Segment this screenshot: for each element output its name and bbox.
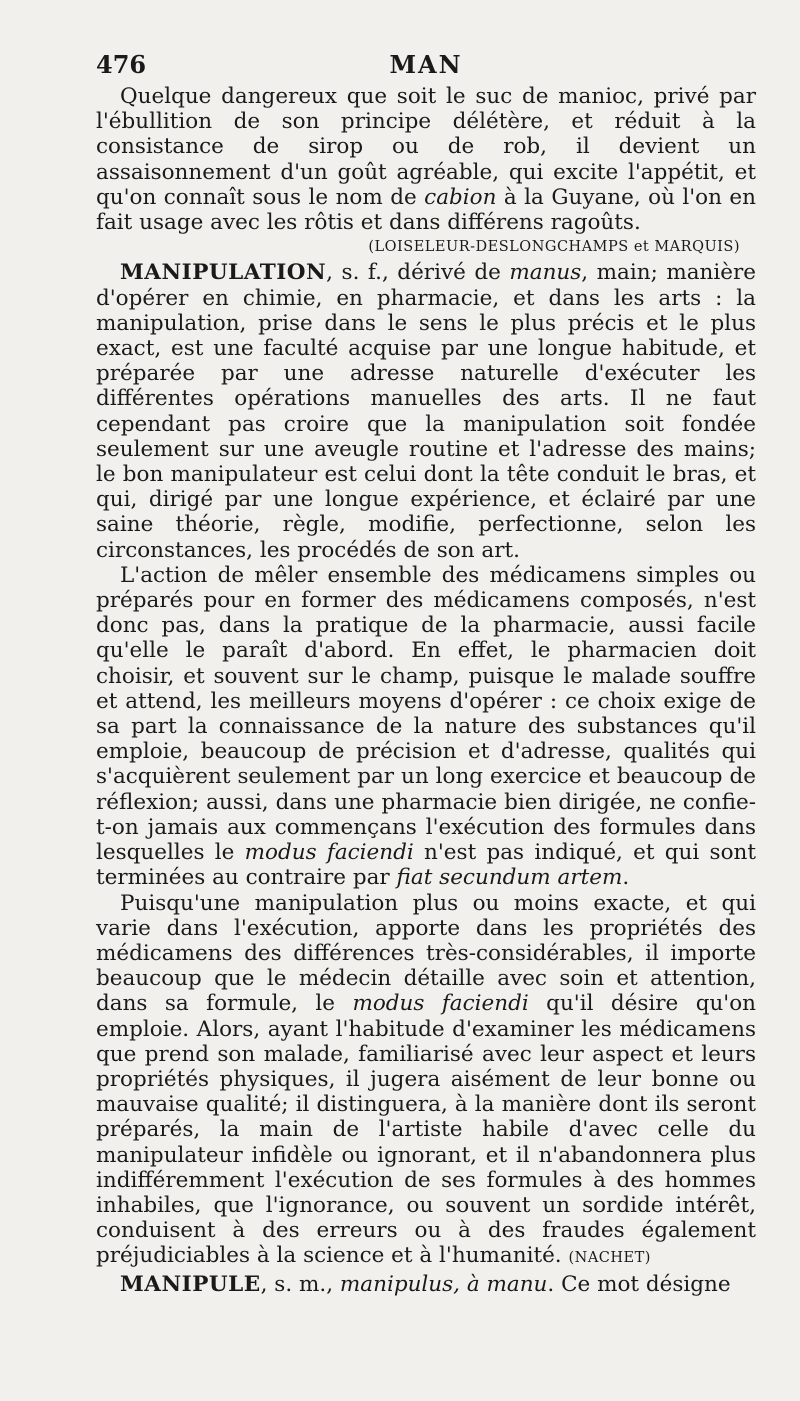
manioc-text: Quelque dangereux que soit le suc de manioc, privé par l'ébullition de son principe délétère, et réduit à la consistance de sirop ou de rob, il devient un assaisonnement d'un goût agréable, qui excite l'appétit, et qu'on connaît sous le nom de [96, 84, 756, 210]
para-3-text: Puisqu'une manipulation plus ou moins exacte, et qui varie dans l'exécution, apporte dans les propriétés des médicamens des différences très-considérables, il importe beaucoup que le médecin détaille avec soin et attention, dans sa formule, le [96, 890, 756, 1017]
manipule-gram: , s. m., [260, 1271, 340, 1297]
manioc-text-after: à la Guyane, où l'on en fait usage avec les rôtis et dans différens ragoûts. [96, 184, 756, 236]
running-head-word: MAN [389, 50, 463, 79]
manipulation-para-3 [96, 891, 756, 1272]
manipulation-para-2 [96, 563, 756, 891]
para-2-end: . [622, 865, 630, 891]
para-2-text: L'action de mêler ensemble des médicamens simples ou préparés pour en former des médicamens composés, n'est donc pas, dans la pratique de la pharmacie, aussi facile qu'elle le paraît d'abord. En effet, le pharmacien doit choisir, et souvent sur le champ, puisque le malade souffre et attend, les meilleurs moyens d'opérer : ce choix exige de sa part la connaissance de la nature des substances qu'il emploie, beaucoup de précision et d'adresse, qualités qui s'acquièrent seulement par un long exercice et beaucoup de réflexion; aussi, dans une pharmacie bien dirigée, ne confie-t-on jamais aux commençans l'exécution des formules dans lesquelles le [96, 562, 756, 866]
para-2-mid: n'est pas indiqué, et qui sont terminées au contraire par [96, 840, 757, 891]
modus-faciendi-term-2: modus faciendi [352, 991, 529, 1017]
running-head [96, 50, 756, 84]
manipule-text: . Ce mot désigne [547, 1271, 731, 1297]
nachet-signature: (NACHET) [568, 1250, 651, 1267]
para-3-rest: qu'il désire qu'on emploie. Alors, ayant l'habitude d'examiner les médicamens que prend son malade, familiarisé avec leur aspect et leurs propriétés physiques, il jugera aisément de leur bonne ou mauvaise qualité; il distinguera, à la manière dont ils seront préparés, la main de l'artiste habile d'avec celle du manipulateur infidèle ou ignorant, et il n'abandonnera plus indifféremment l'exécution de ses formules à des hommes inhabiles, que l'ignorance, ou souvent un sordide intérêt, conduisent à des erreurs ou à des fraudes également préjudiciables à la science et à l'humanité. [96, 991, 757, 1269]
page-number: 476 [96, 50, 147, 79]
manipule-headword: MANIPULE [120, 1271, 261, 1297]
manipulation-headword: MANIPULATION [120, 260, 327, 286]
manioc-entry-end [96, 84, 756, 235]
manipule-entry [96, 1272, 756, 1297]
manipulation-etym: manus [509, 260, 582, 286]
manipulation-para-1: , main; manière d'opérer en chimie, en pharmacie, et dans les arts : la manipulation, prise dans le sens le plus précis et le plus exact, est une faculté acquise par une longue habitude, et préparée par une adresse naturelle d'exécuter les différentes opérations manuelles des arts. Il ne faut cependant pas croire que la manipulation soit fondée seulement sur une aveugle routine et l'adresse des mains; le bon manipulateur est celui dont la tête conduit le bras, et qui, dirigé par une longue expérience, et éclairé par une saine théorie, règle, modifie, perfectionne, selon les circonstances, les procédés de son art. [96, 260, 757, 563]
modus-faciendi-term: modus faciendi [244, 840, 414, 866]
cabion-term: cabion [424, 184, 497, 210]
fiat-secundum-artem-term: fiat secundum artem [396, 865, 623, 891]
manipulation-gram: , s. f., dérivé de [326, 260, 510, 286]
manipulation-entry [96, 260, 756, 562]
manipule-etym: manipulus, à manu [339, 1271, 548, 1297]
manioc-signature: (LOISELEUR-DESLONGCHAMPS et MARQUIS) [368, 239, 740, 256]
page-text [96, 84, 756, 1297]
